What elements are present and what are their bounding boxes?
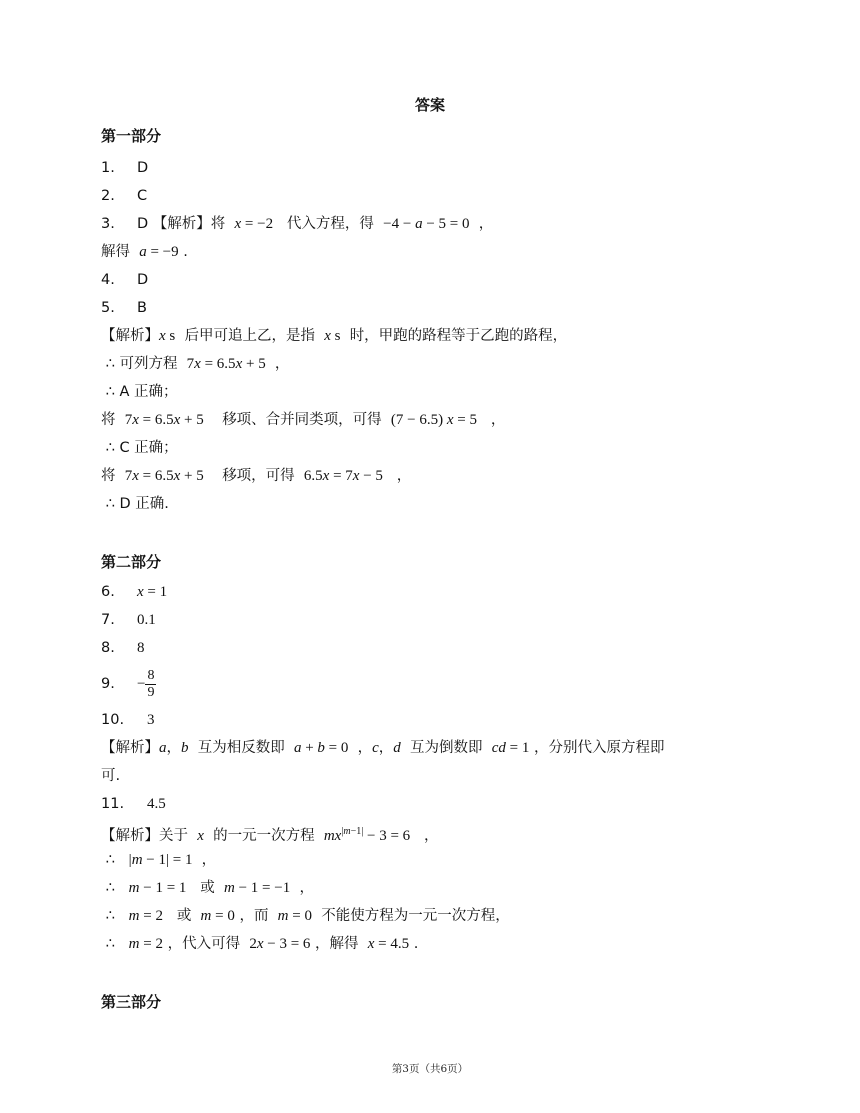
answer-10-explain-1: 【解析】a，b 互为相反数即 a + b = 0 ，c，d 互为倒数即 cd = 1 ，分别代入原方程即 <box>101 740 665 756</box>
answer-5: 5. B <box>101 300 147 316</box>
answer-5-explain-6: 将 7x = 6.5x + 5 移项，可得 6.5x = 7x − 5 ， <box>101 468 412 484</box>
answer-9: 9. − $\frac{8}{9}$ <box>101 667 155 700</box>
answer-10: 10. 3 <box>101 712 155 728</box>
answer-11-explain-1: 【解析】关于 x 的一元一次方程 $mx^{|m-1|} - 3 = 6$ ， <box>101 826 439 844</box>
section-heading-part2: 第二部分 <box>101 553 162 571</box>
answer-11: 11. 4.5 <box>101 796 166 812</box>
answer-1: 1. D <box>101 160 149 176</box>
answer-5-explain-7: ∴ D 正确. <box>105 496 169 512</box>
answer-8: 8. 8 <box>101 640 145 656</box>
answer-11-explain-4: ∴ m = 2 或 m = 0 ，而 m = 0 不能使方程为一元一次方程， <box>105 908 510 924</box>
fraction: $\frac{8}{9}$ <box>147 667 155 700</box>
page-title: 答案 <box>414 96 445 114</box>
answer-3-cont: 解得 a = −9 . <box>101 244 188 260</box>
answer-11-explain-5: ∴ m = 2 ，代入可得 2x − 3 = 6 ，解得 x = 4.5 . <box>105 936 419 952</box>
section-heading-part3: 第三部分 <box>101 993 162 1011</box>
answer-5-explain-5: ∴ C 正确； <box>105 440 178 456</box>
answer-7: 7. 0.1 <box>101 612 156 628</box>
answer-4: 4. D <box>101 272 149 288</box>
answer-5-explain-1: 【解析】x s 后甲可追上乙，是指 x s 时，甲跑的路程等于乙跑的路程， <box>101 328 568 344</box>
section-heading-part1: 第一部分 <box>101 127 162 145</box>
answer-2: 2. C <box>101 188 148 204</box>
answer-11-explain-3: ∴ m − 1 = 1 或 m − 1 = −1 ， <box>105 880 314 896</box>
answer-6: 6. x = 1 <box>101 584 168 600</box>
page-footer: 第3页（共6页） <box>391 1063 469 1075</box>
answer-3: 3. D 【解析】将 x = −2 代入方程，得 −4 − a − 5 = 0 ， <box>101 216 494 232</box>
answer-11-explain-2: ∴ |m − 1| = 1 ， <box>105 852 217 868</box>
answer-5-explain-3: ∴ A 正确； <box>105 384 178 400</box>
answer-5-explain-2: ∴ 可列方程 7x = 6.5x + 5 ， <box>105 356 290 372</box>
answer-10-explain-2: 可. <box>101 768 121 784</box>
answer-5-explain-4: 将 7x = 6.5x + 5 移项、合并同类项，可得 (7 − 6.5) x = 5 ， <box>101 412 506 428</box>
